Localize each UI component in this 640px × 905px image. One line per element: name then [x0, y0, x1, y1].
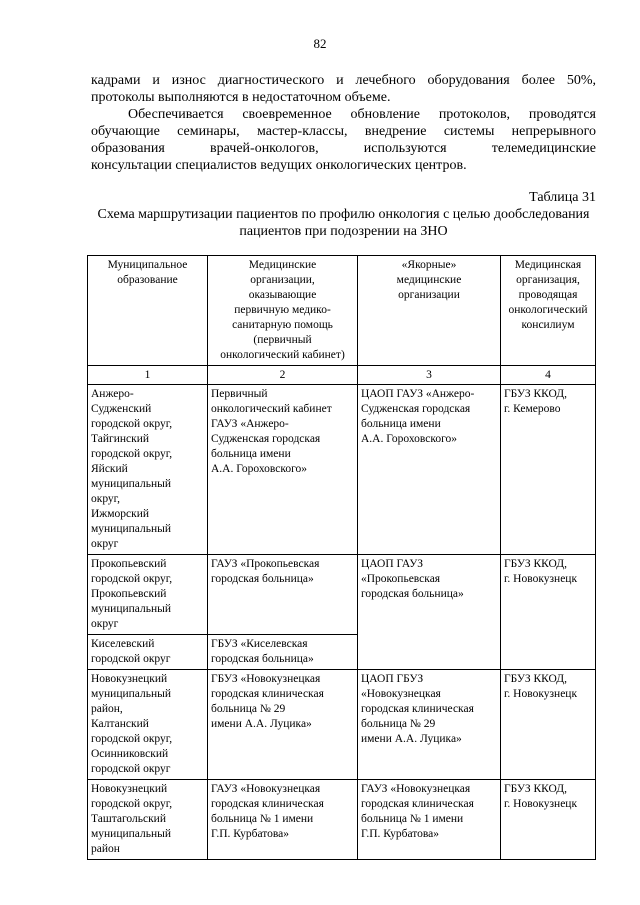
cell-municipality: Новокузнецкий городской округ, Таштагольский муниципальный район — [88, 780, 208, 860]
cell-oncology-council: ГБУЗ ККОД, г. Новокузнецк — [501, 555, 596, 670]
column-number: 4 — [501, 366, 596, 385]
paragraph-protocols — [91, 106, 596, 174]
header-oncology-council: Медицинская организация, проводящая онкологический консилиум — [501, 256, 596, 366]
table-caption: Схема маршрутизации пациентов по профилю онкология с целью дообследования пациентов при подозрении на ЗНО — [97, 207, 590, 239]
cell-anchor-org: ЦАОП ГАУЗ «Прокопьевская городская больница» — [358, 555, 501, 670]
text-line: обучающие семинары, мастер-классы, внедрение системы непрерывного — [91, 124, 596, 139]
cell-municipality: Новокузнецкий муниципальный район, Калтанский городской округ, Осинниковский городской округ — [88, 670, 208, 780]
cell-oncology-council: ГБУЗ ККОД, г. Новокузнецк — [501, 670, 596, 780]
text-line: Обеспечивается своевременное обновление протоколов, проводятся — [128, 107, 596, 122]
cell-anchor-org: ГАУЗ «Новокузнецкая городская клиническая больница № 1 имени Г.П. Курбатова» — [358, 780, 501, 860]
paragraph-continuation — [91, 72, 596, 106]
page-number: 82 — [313, 36, 327, 51]
cell-primary-care: ГАУЗ «Прокопьевская городская больница» — [208, 555, 358, 635]
cell-anchor-org: ЦАОП ГБУЗ «Новокузнецкая городская клиническая больница № 29 имени А.А. Луцика» — [358, 670, 501, 780]
cell-primary-care: ГАУЗ «Новокузнецкая городская клиническая больница № 1 имени Г.П. Курбатова» — [208, 780, 358, 860]
cell-oncology-council: ГБУЗ ККОД, г. Новокузнецк — [501, 780, 596, 860]
table-row — [88, 385, 596, 555]
text-line: образования врачей-онкологов, используются телемедицинские — [91, 141, 596, 156]
cell-anchor-org: ЦАОП ГАУЗ «Анжеро- Судженская городская больница имени А.А. Гороховского» — [358, 385, 501, 555]
column-number: 3 — [358, 366, 501, 385]
table-label: Таблица 31 — [529, 190, 596, 205]
cell-primary-care: ГБУЗ «Киселевская городская больница» — [208, 635, 358, 670]
cell-municipality: Анжеро- Судженский городской округ, Тайгинский городской округ, Яйский муниципальный округ, Ижморский муниципальный округ — [88, 385, 208, 555]
column-number-row — [88, 366, 596, 385]
text-line: протоколы выполняются в недостаточном объеме. — [91, 90, 391, 105]
cell-primary-care: ГБУЗ «Новокузнецкая городская клиническая больница № 29 имени А.А. Луцика» — [208, 670, 358, 780]
table-header-row — [88, 256, 596, 366]
cell-municipality: Киселевский городской округ — [88, 635, 208, 670]
header-anchor-orgs: «Якорные» медицинские организации — [358, 256, 501, 366]
table-row — [88, 670, 596, 780]
column-number: 2 — [208, 366, 358, 385]
header-primary-care: Медицинские организации, оказывающие первичную медико- санитарную помощь (первичный онкологический кабинет) — [208, 256, 358, 366]
header-municipality: Муниципальное образование — [88, 256, 208, 366]
column-number: 1 — [88, 366, 208, 385]
text-line: консультации специалистов ведущих онкологических центров. — [91, 158, 467, 173]
cell-oncology-council: ГБУЗ ККОД, г. Кемерово — [501, 385, 596, 555]
table-row — [88, 780, 596, 860]
table-row — [88, 555, 596, 635]
text-line: кадрами и износ диагностического и лечебного оборудования более 50%, — [91, 73, 596, 88]
routing-table — [87, 255, 596, 860]
cell-primary-care: Первичный онкологический кабинет ГАУЗ «Анжеро- Судженская городская больница имени А.А. Гороховского» — [208, 385, 358, 555]
cell-municipality: Прокопьевский городской округ, Прокопьевский муниципальный округ — [88, 555, 208, 635]
